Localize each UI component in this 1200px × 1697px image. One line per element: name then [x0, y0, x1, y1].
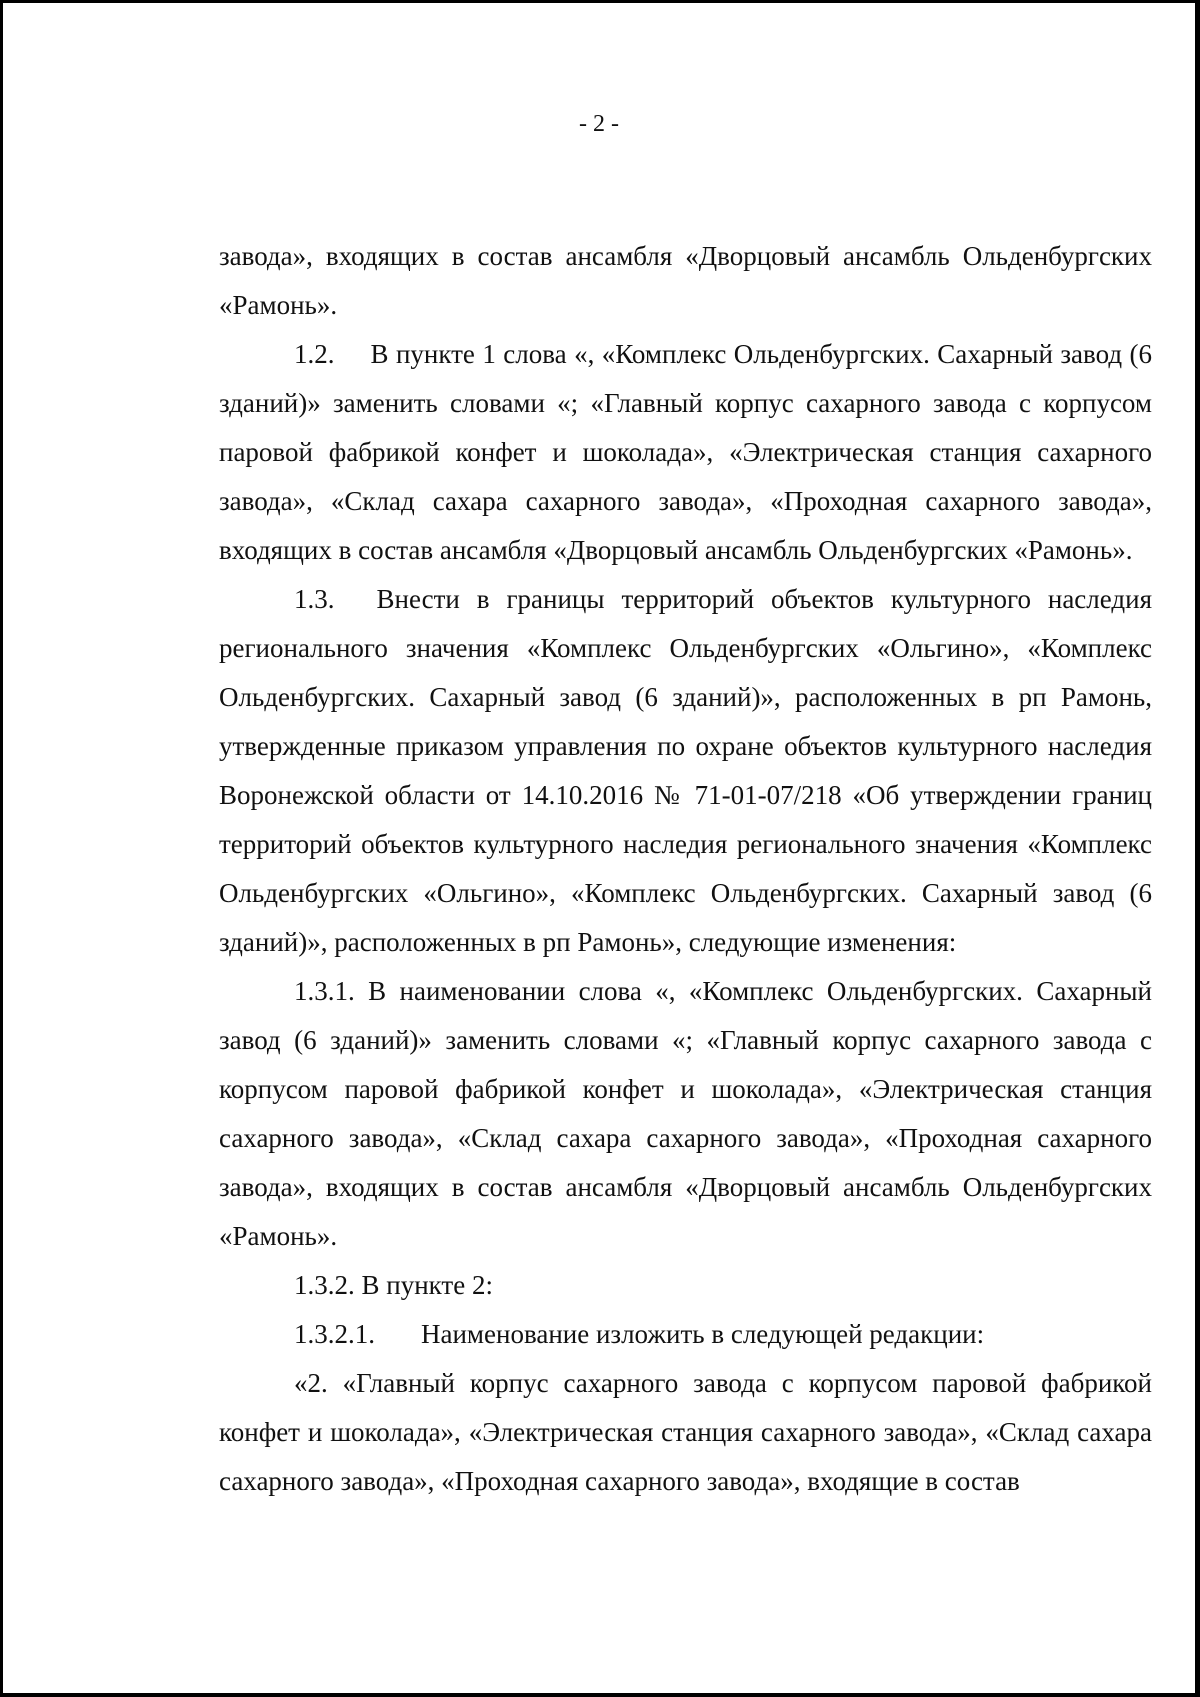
paragraph-1-3-1	[219, 967, 1152, 1261]
paragraph-text: 1.3.2. В пункте 2:	[294, 1270, 493, 1300]
clause-number: 1.3.2.1.	[294, 1319, 375, 1349]
paragraph-text: завода», входящих в состав ансамбля «Дворцовый ансамбль Ольденбургских «Рамонь».	[219, 241, 1152, 320]
clause-number: 1.2.	[294, 339, 335, 369]
paragraph-1-3-2-1	[219, 1310, 1152, 1359]
clause-number: 1.3.	[294, 584, 335, 614]
paragraph-text: «2. «Главный корпус сахарного завода с корпусом паровой фабрикой конфет и шоколада», «Электрическая станция сахарного завода», «Склад сахара сахарного завода», «Проходная сахарного завода», входящие в состав	[219, 1368, 1152, 1496]
paragraph-text: Внести в границы территорий объектов культурного наследия регионального значения «Комплекс Ольденбургских «Ольгино», «Комплекс Ольденбургских. Сахарный завод (6 зданий)», расположенных в рп Рамонь, утвержденные приказом управления по охране объектов культурного наследия Воронежской области от 14.10.2016 № 71-01-07/218 «Об утверждении границ территорий объектов культурного наследия регионального значения «Комплекс Ольденбургских «Ольгино», «Комплекс Ольденбургских. Сахарный завод (6 зданий)», расположенных в рп Рамонь», следующие изменения:	[219, 584, 1152, 957]
paragraph-text: В пункте 1 слова «, «Комплекс Ольденбургских. Сахарный завод (6 зданий)» заменить словами «; «Главный корпус сахарного завода с корпусом паровой фабрикой конфет и шоколада», «Электрическая станция сахарного завода», «Склад сахара сахарного завода», «Проходная сахарного завода», входящих в состав ансамбля «Дворцовый ансамбль Ольденбургских «Рамонь».	[219, 339, 1152, 565]
paragraph-1-3-2	[219, 1261, 1152, 1310]
paragraph-quote	[219, 1359, 1152, 1506]
page-number: - 2 -	[579, 111, 619, 137]
paragraph-continuation	[219, 232, 1152, 330]
document-body	[219, 232, 1152, 1506]
paragraph-text: 1.3.1. В наименовании слова «, «Комплекс Ольденбургских. Сахарный завод (6 зданий)» заменить словами «; «Главный корпус сахарного завода с корпусом паровой фабрикой конфет и шоколада», «Электрическая станция сахарного завода», «Склад сахара сахарного завода», «Проходная сахарного завода», входящих в состав ансамбля «Дворцовый ансамбль Ольденбургских «Рамонь».	[219, 976, 1152, 1251]
paragraph-text: Наименование изложить в следующей редакции:	[421, 1319, 985, 1349]
paragraph-1-2	[219, 330, 1152, 575]
paragraph-1-3	[219, 575, 1152, 967]
